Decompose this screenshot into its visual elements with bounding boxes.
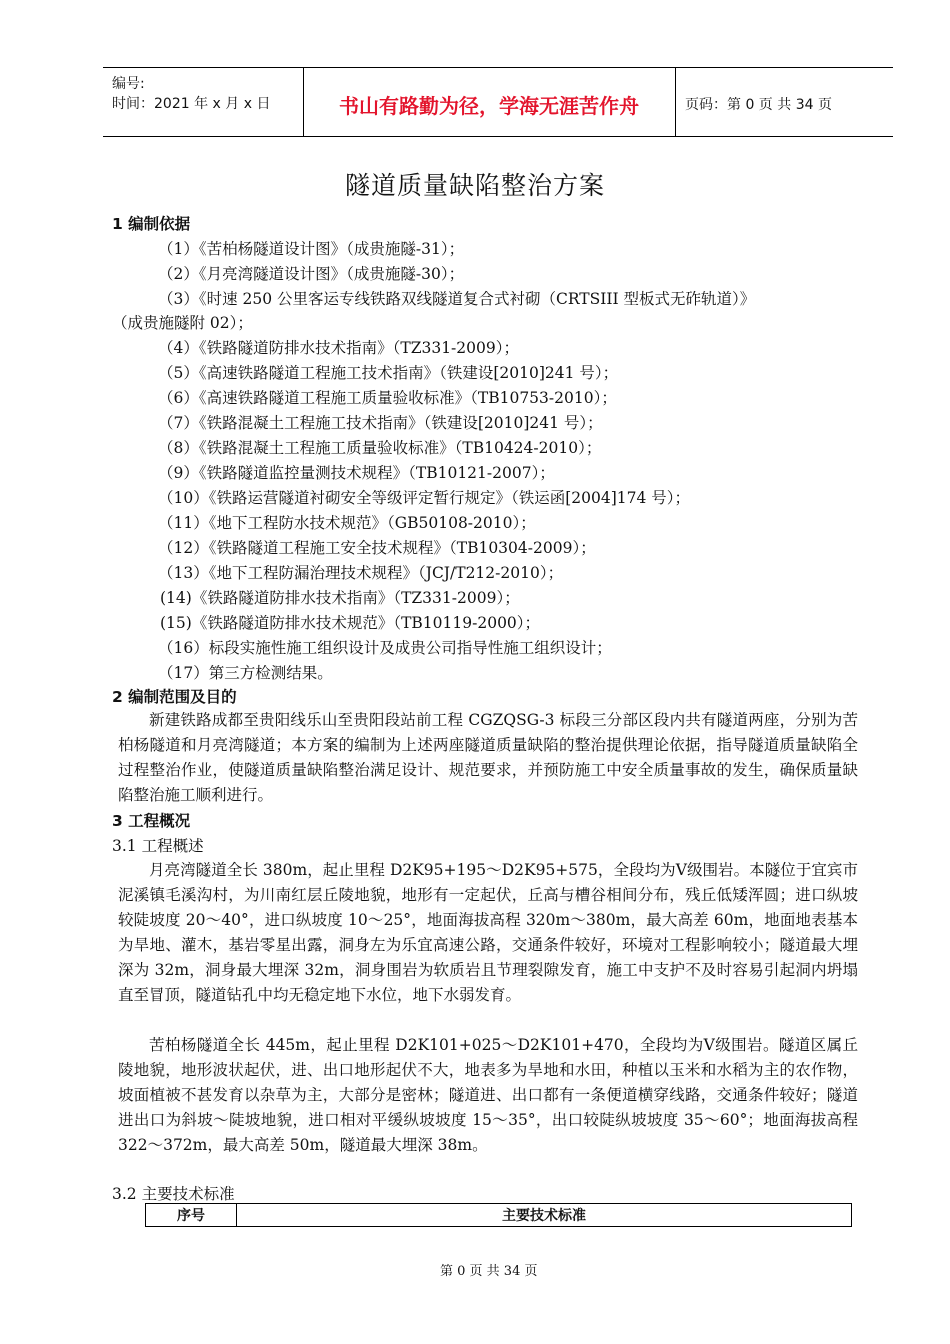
ref-item: （8）《铁路混凝土工程施工质量验收标准》（TB10424-2010）；: [158, 439, 602, 457]
tech-standards-table: [145, 1203, 852, 1227]
subsection-3-1: 3.1 工程概述: [112, 837, 204, 855]
ref-item: （成贵施隧附 02）；: [112, 314, 253, 332]
page-header: [103, 67, 893, 137]
time-label: 时间：2021 年 x 月 x 日: [112, 96, 271, 112]
ref-item: （2）《月亮湾隧道设计图》（成贵施隧-30）；: [158, 265, 465, 283]
ref-item: （16）标段实施性施工组织设计及成贵公司指导性施工组织设计；: [158, 639, 612, 657]
table-header-cell: 序号: [146, 1204, 237, 1227]
ref-item: （4）《铁路隧道防排水技术指南》（TZ331-2009）；: [158, 339, 519, 357]
motto: 书山有路勤为径，学海无涯苦作舟: [339, 94, 639, 118]
ref-item: (15)《铁路隧道防排水技术规范》（TB10119-2000）；: [160, 614, 541, 632]
ref-item: （17）第三方检测结果。: [158, 664, 333, 682]
page-info: 页码：第 0 页 共 34 页: [685, 97, 832, 113]
ref-item: (14)《铁路隧道防排水技术指南》（TZ331-2009）；: [160, 589, 520, 607]
section2-body: 新建铁路成都至贵阳线乐山至贵阳段站前工程 CGZQSG-3 标段三分部区段内共有隧道两座，分别为苦柏杨隧道和月亮湾隧道；本方案的编制为上述两座隧道质量缺陷的整治提供理论依据，指导隧道质量缺陷全过程整治作业，使隧道质量缺陷整治满足设计、规范要求，并预防施工中安全质量事故的发生，确保质量缺陷整治施工顺利进行。: [118, 711, 858, 804]
ref-item: （3）《时速 250 公里客运专线铁路双线隧道复合式衬砌（CRTSIII 型板式无砟轨道）》: [158, 290, 756, 308]
table-header-cell: 主要技术标准: [237, 1204, 852, 1227]
paragraph-kubaiyang: 苦柏杨隧道全长 445m，起止里程 D2K101+025～D2K101+470，全段均为Ⅴ级围岩。隧道区属丘陵地貌，地形波状起伏，进、出口地形起伏不大，地表多为旱地和水田，种植以玉米和水稻为主的农作物，坡面植被不甚发育以杂草为主，大部分是密林；隧道进、出口都有一条便道横穿线路，交通条件较好；隧道进出口为斜坡～陡坡地貌，进口相对平缓纵坡坡度 15～35°，出口较陡纵坡坡度 35～60°；地面海拔高程 322～372m，最大高差 50m，隧道最大埋深 38m。: [118, 1036, 858, 1154]
ref-item: （13）《地下工程防漏治理技术规程》（JCJ/T212-2010）；: [158, 564, 564, 582]
ref-item: （12）《铁路隧道工程施工安全技术规程》（TB10304-2009）；: [158, 539, 596, 557]
page-footer: 第 0 页 共 34 页: [440, 1264, 538, 1279]
ref-item: （10）《铁路运营隧道衬砌安全等级评定暂行规定》（铁运函[2004]174 号）；: [158, 489, 691, 507]
paragraph-yueliangwan: 月亮湾隧道全长 380m，起止里程 D2K95+195～D2K95+575，全段均为Ⅴ级围岩。本隧位于宜宾市泥溪镇毛溪沟村，为川南红层丘陵地貌，地形有一定起伏，丘高与槽谷相间分布，残丘低矮浑圆；进口纵坡较陡坡度 20～40°，进口纵坡度 10～25°，地面海拔高程 320m～380m，最大高差 60m，地面地表基本为旱地、灌木，基岩零星出露，洞身左为乐宜高速公路，交通条件较好，环境对工程影响较小；隧道最大埋深为 32m，洞身最大埋深 32m，洞身围岩为软质岩且节理裂隙发育，施工中支护不及时容易引起洞内坍塌直至冒顶，隧道钻孔中均无稳定地下水位，地下水弱发育。: [118, 861, 858, 1004]
section1-heading: 1 编制依据: [112, 215, 191, 233]
table-header-row: [146, 1204, 852, 1227]
section2-heading: 2 编制范围及目的: [112, 688, 237, 706]
ref-item: （7）《铁路混凝土工程施工技术指南》（铁建设[2010]241 号）；: [158, 414, 603, 432]
header-meta-cell: [103, 68, 304, 136]
document-title: 隧道质量缺陷整治方案: [344, 171, 605, 200]
code-label: 编号:: [112, 76, 145, 92]
ref-item: （11）《地下工程防水技术规范》（GB50108-2010）；: [158, 514, 536, 532]
ref-item: （5）《高速铁路隧道工程施工技术指南》（铁建设[2010]241 号）；: [158, 364, 619, 382]
header-motto-cell: [303, 68, 676, 136]
section3-heading: 3 工程概况: [112, 812, 191, 830]
header-page-cell: [675, 68, 893, 136]
ref-item: （1）《苦柏杨隧道设计图》（成贵施隧-31）；: [158, 240, 465, 258]
subsection-3-2: 3.2 主要技术标准: [112, 1185, 235, 1203]
ref-item: （6）《高速铁路隧道工程施工质量验收标准》（TB10753-2010）；: [158, 389, 617, 407]
ref-item: （9）《铁路隧道监控量测技术规程》（TB10121-2007）；: [158, 464, 555, 482]
